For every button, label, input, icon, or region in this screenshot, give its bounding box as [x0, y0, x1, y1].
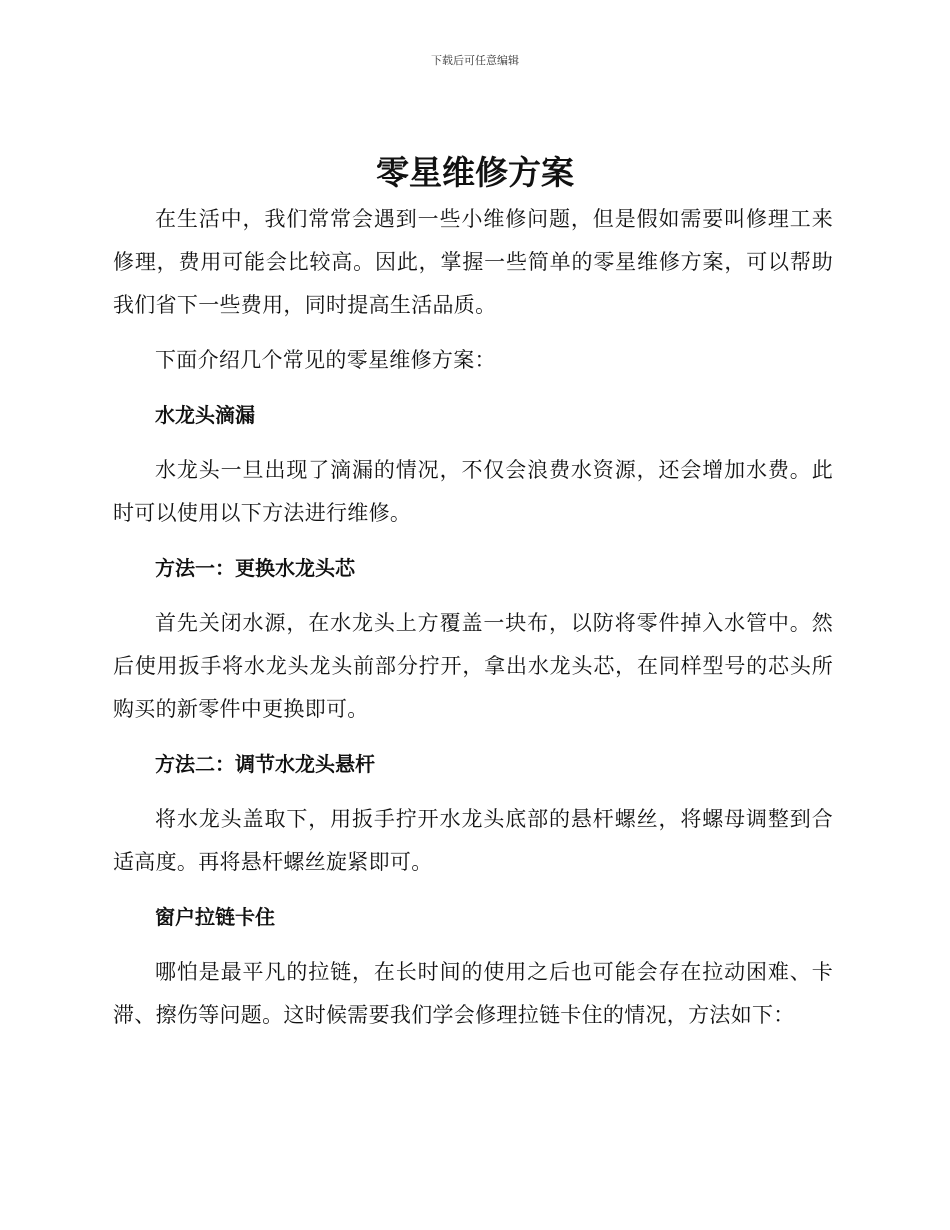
list-intro-paragraph: 下面介绍几个常见的零星维修方案：: [155, 348, 496, 372]
section-heading-faucet-drip: 水龙头滴漏: [155, 403, 255, 427]
section-heading-method-two: 方法二：调节水龙头悬杆: [155, 752, 375, 776]
method-two-paragraph: 将水龙头盖取下，用扳手拧开水龙头底部的悬杆螺丝，将螺母调整到合适高度。再将悬杆螺丝旋紧即可。: [113, 807, 833, 874]
method-one-paragraph: 首先关闭水源，在水龙头上方覆盖一块布，以防将零件掉入水管中。然后使用扳手将水龙头龙头前部分拧开，拿出水龙头芯，在同样型号的芯头所购买的新零件中更换即可。: [113, 611, 833, 721]
window-zipper-paragraph: 哪怕是最平凡的拉链，在长时间的使用之后也可能会存在拉动困难、卡滞、擦伤等问题。这时候需要我们学会修理拉链卡住的情况，方法如下：: [113, 960, 833, 1027]
section-heading-method-one: 方法一：更换水龙头芯: [155, 556, 355, 580]
page-header-note: 下载后可任意编辑: [431, 54, 519, 67]
document-body: [113, 198, 833, 1049]
document-title: 零星维修方案: [376, 153, 574, 192]
intro-paragraph: 在生活中，我们常常会遇到一些小维修问题，但是假如需要叫修理工来修理，费用可能会比较高。因此，掌握一些简单的零星维修方案，可以帮助我们省下一些费用，同时提高生活品质。: [113, 207, 833, 317]
section-heading-window-zipper: 窗户拉链卡住: [155, 905, 275, 929]
faucet-drip-paragraph: 水龙头一旦出现了滴漏的情况，不仅会浪费水资源，还会增加水费。此时可以使用以下方法进行维修。: [113, 458, 833, 525]
